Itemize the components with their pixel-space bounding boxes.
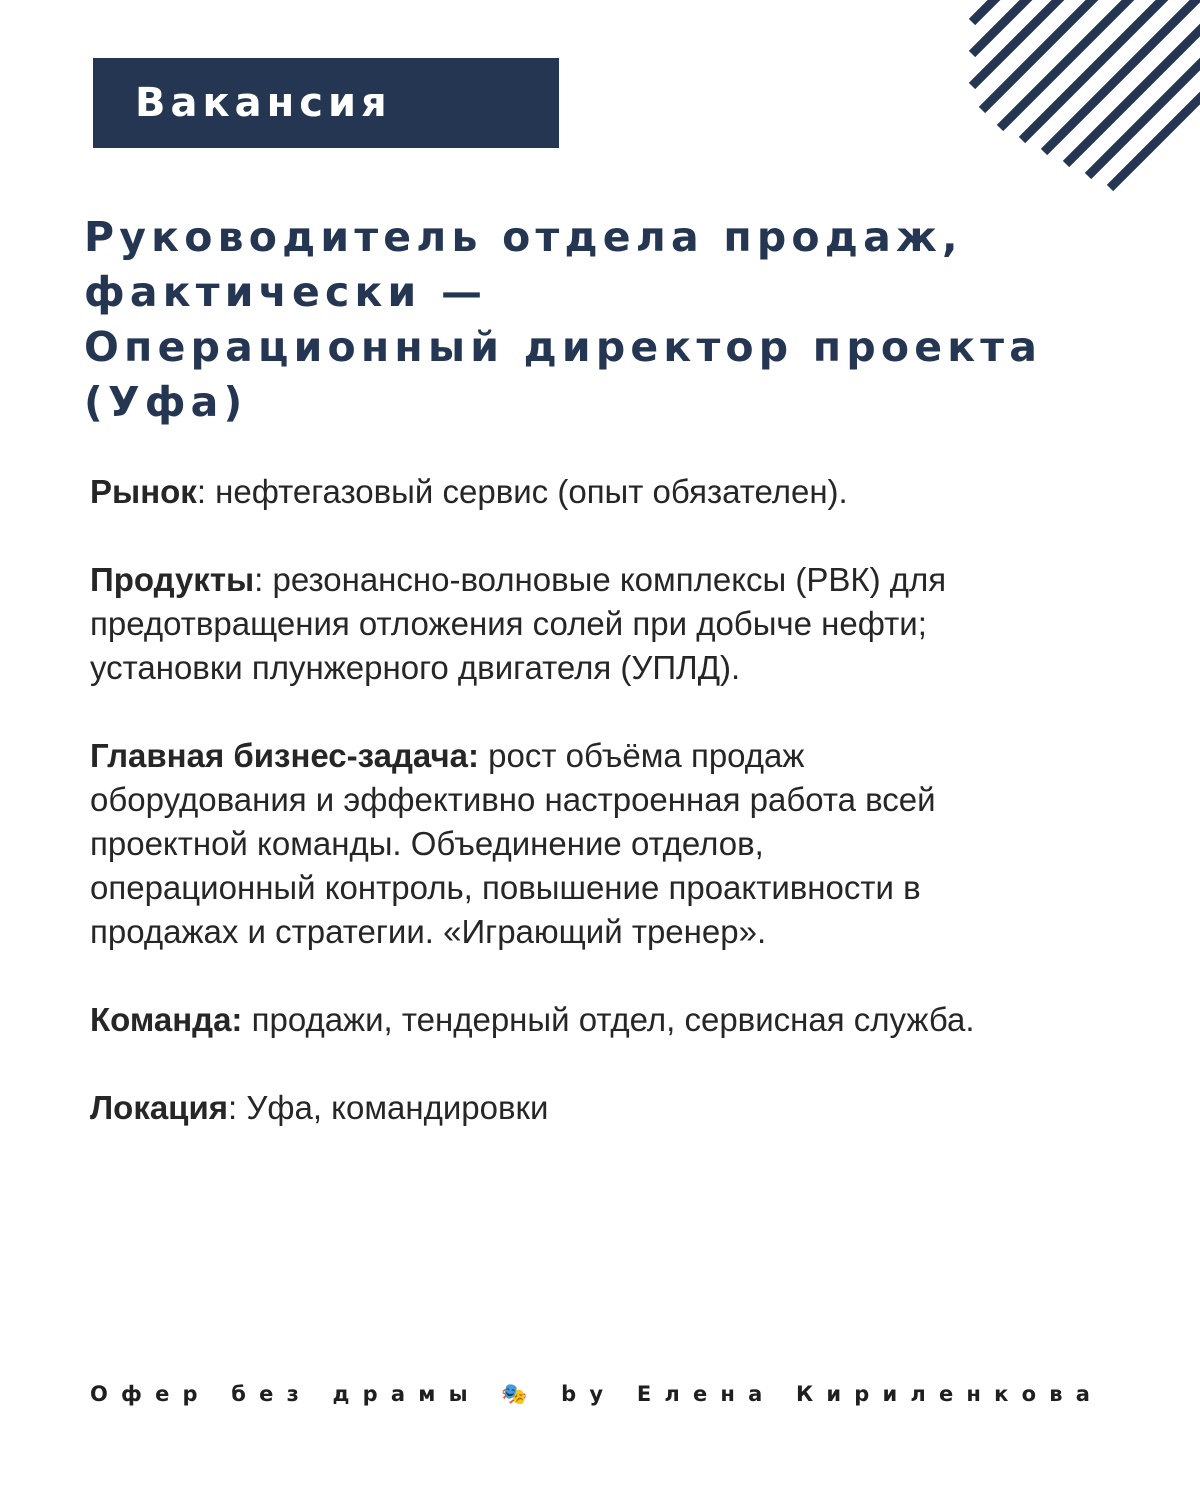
products-text-1: : резонансно-волновые комплексы (РВК) для <box>254 561 947 598</box>
job-title-line-1: Руководитель отдела продаж, <box>84 213 963 261</box>
products-label: Продукты <box>90 561 255 598</box>
footer-signature: Офер без драмы 🎭 by Елена Кириленкова <box>90 1382 1104 1406</box>
header-label: Вакансия <box>135 80 392 126</box>
market-label: Рынок <box>90 473 197 510</box>
task-text-1: рост объёма продаж <box>478 737 805 774</box>
task-line-5: продажах и стратегии. «Играющий тренер». <box>90 913 767 950</box>
section-market <box>90 470 1130 514</box>
section-task <box>90 734 1130 954</box>
job-title-line-3: Операционный директор проекта <box>84 323 1043 371</box>
task-line-3: проектной команды. Объединение отделов, <box>90 825 764 862</box>
section-products <box>90 558 1130 690</box>
section-team <box>90 998 1130 1042</box>
task-line-2: оборудования и эффективно настроенная работа всей <box>90 781 936 818</box>
job-title-line-4: (Уфа) <box>84 378 248 426</box>
header-banner <box>93 58 559 148</box>
task-line-1 <box>90 734 1130 778</box>
stripe-1 <box>972 0 1000 22</box>
team-label: Команда: <box>90 1001 243 1038</box>
products-line-1 <box>90 558 1130 602</box>
task-label: Главная бизнес-задача: <box>90 737 479 774</box>
vacancy-details <box>90 470 1130 1174</box>
task-line-4: операционный контроль, повышение проактивности в <box>90 869 921 906</box>
decorative-stripes <box>960 0 1200 200</box>
products-line-2: предотвращения отложения солей при добыче нефти; <box>90 605 927 642</box>
location-text: : Уфа, командировки <box>228 1089 549 1126</box>
location-label: Локация <box>90 1089 229 1126</box>
products-line-3: установки плунжерного двигателя (УПЛД). <box>90 649 741 686</box>
job-title <box>84 210 1164 430</box>
team-text: продажи, тендерный отдел, сервисная служба. <box>242 1001 975 1038</box>
section-location <box>90 1086 1130 1130</box>
market-text: : нефтегазовый сервис (опыт обязателен). <box>196 473 848 510</box>
job-title-line-2: фактически — <box>84 268 488 316</box>
